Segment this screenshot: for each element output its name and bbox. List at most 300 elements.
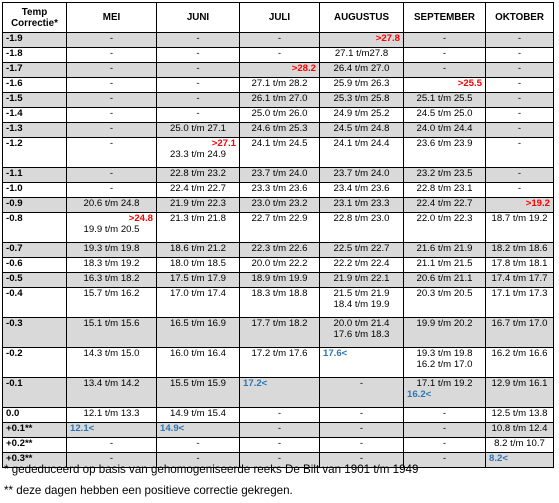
temp-correction-value: +0.1**	[3, 423, 67, 438]
empty-dash: -	[517, 93, 522, 104]
empty-dash: -	[196, 108, 200, 119]
range-value: 17.6 t/m 18.3	[333, 329, 390, 340]
range-value: 13.4 t/m 14.2	[83, 378, 140, 389]
empty-dash: -	[109, 183, 114, 194]
range-value: 23.6 t/m 23.9	[416, 138, 473, 149]
temp-header-line1: Temp	[21, 6, 48, 18]
table-row	[3, 123, 554, 138]
table-cell	[404, 288, 486, 318]
temp-correction-value: -1.2	[3, 138, 67, 168]
table-cell	[486, 108, 554, 123]
empty-dash: -	[517, 78, 522, 89]
table-cell	[404, 108, 486, 123]
range-value: 21.6 t/m 21.9	[416, 243, 473, 254]
empty-dash: -	[196, 453, 200, 464]
table-cell	[67, 138, 157, 168]
table-cell	[404, 213, 486, 243]
empty-dash: -	[196, 78, 200, 89]
range-value: 17.4 t/m 17.7	[491, 273, 548, 284]
table-cell	[240, 348, 320, 378]
table-cell	[486, 273, 554, 288]
range-value: 22.7 t/m 22.9	[251, 213, 308, 224]
range-value: 20.0 t/m 21.4	[333, 318, 390, 329]
table-cell	[404, 48, 486, 63]
table-cell	[157, 33, 240, 48]
empty-dash: -	[517, 138, 522, 149]
range-value: 24.6 t/m 25.3	[251, 123, 308, 134]
range-value: 27.1 t/m 28.2	[251, 78, 308, 89]
temp-correction-value: +0.3**	[3, 453, 67, 468]
threshold-below-value: 17.6<	[323, 348, 348, 359]
range-value: 20.0 t/m 22.2	[251, 258, 308, 269]
table-cell	[240, 273, 320, 288]
table-cell	[240, 123, 320, 138]
threshold-above-value: >19.2	[525, 198, 550, 209]
table-cell	[320, 198, 404, 213]
table-cell	[240, 288, 320, 318]
table-row	[3, 423, 554, 438]
table-cell	[320, 438, 404, 453]
threshold-below-value: 14.9<	[160, 423, 185, 434]
table-cell	[486, 198, 554, 213]
table-row	[3, 78, 554, 93]
table-cell	[240, 168, 320, 183]
table-cell	[240, 198, 320, 213]
table-cell	[486, 93, 554, 108]
table-cell	[240, 33, 320, 48]
table-cell	[486, 438, 554, 453]
range-value: 15.5 t/m 15.9	[170, 378, 226, 389]
empty-dash: -	[442, 438, 447, 449]
table-row	[3, 183, 554, 198]
table-row	[3, 138, 554, 168]
range-value: 17.8 t/m 18.1	[491, 258, 548, 269]
temp-header-line2: Correctie*	[11, 17, 58, 29]
table-cell	[157, 243, 240, 258]
range-value: 16.2 t/m 16.6	[491, 348, 548, 359]
table-cell	[240, 108, 320, 123]
table-row	[3, 348, 554, 378]
table-cell	[320, 108, 404, 123]
table-cell	[486, 48, 554, 63]
month-header-juni: JUNI	[157, 3, 240, 33]
table-row	[3, 63, 554, 78]
table-cell	[320, 378, 404, 408]
empty-dash: -	[359, 438, 364, 449]
table-cell	[320, 78, 404, 93]
table-cell	[67, 183, 157, 198]
range-value: 26.1 t/m 27.0	[251, 93, 308, 104]
table-cell	[67, 93, 157, 108]
empty-dash: -	[196, 63, 200, 74]
table-cell	[67, 48, 157, 63]
table-row	[3, 258, 554, 273]
table-cell	[320, 258, 404, 273]
month-header-september: SEPTEMBER	[404, 3, 486, 33]
table-cell	[67, 108, 157, 123]
temp-correction-value: +0.2**	[3, 438, 67, 453]
table-cell	[157, 318, 240, 348]
temp-correction-value: 0.0	[3, 408, 67, 423]
table-row	[3, 93, 554, 108]
table-cell	[486, 243, 554, 258]
range-value: 16.7 t/m 17.0	[491, 318, 548, 329]
table-cell	[486, 168, 554, 183]
table-cell	[240, 213, 320, 243]
range-value: 15.7 t/m 16.2	[83, 288, 140, 299]
temp-correction-value: -1.1	[3, 168, 67, 183]
range-value: 27.1 t/m27.8	[334, 48, 389, 59]
range-value: 22.2 t/m 22.4	[333, 258, 390, 269]
temp-correction-value: -1.5	[3, 93, 67, 108]
table-cell	[240, 378, 320, 408]
empty-dash: -	[517, 183, 522, 194]
table-row	[3, 318, 554, 348]
range-value: 19.9 t/m 20.2	[416, 318, 473, 329]
range-value: 16.2 t/m 17.0	[416, 359, 473, 370]
empty-dash: -	[359, 423, 364, 434]
table-cell	[240, 138, 320, 168]
table-cell	[404, 93, 486, 108]
table-cell	[67, 273, 157, 288]
table-cell	[157, 273, 240, 288]
table-cell	[320, 33, 404, 48]
range-value: 24.5 t/m 25.0	[416, 108, 473, 119]
range-value: 16.0 t/m 16.4	[170, 348, 226, 359]
table-cell	[320, 348, 404, 378]
empty-dash: -	[442, 48, 447, 59]
range-value: 12.9 t/m 16.1	[491, 378, 548, 389]
empty-dash: -	[109, 123, 114, 134]
range-value: 22.0 t/m 22.3	[416, 213, 473, 224]
range-value: 18.6 t/m 21.2	[170, 243, 226, 254]
empty-dash: -	[517, 33, 522, 44]
table-cell	[67, 213, 157, 243]
temp-correction-value: -0.4	[3, 288, 67, 318]
table-cell	[240, 48, 320, 63]
table-cell	[486, 123, 554, 138]
threshold-above-value: >27.1	[211, 138, 236, 149]
range-value: 19.3 t/m 19.8	[83, 243, 140, 254]
threshold-above-value: >25.5	[457, 78, 482, 89]
table-cell	[157, 138, 240, 168]
table-cell	[157, 423, 240, 438]
temp-correction-value: -0.8	[3, 213, 67, 243]
table-cell	[486, 33, 554, 48]
table-cell	[240, 243, 320, 258]
table-cell	[486, 288, 554, 318]
range-value: 24.5 t/m 24.8	[333, 123, 390, 134]
empty-dash: -	[277, 33, 282, 44]
empty-dash: -	[359, 378, 364, 389]
table-cell	[157, 168, 240, 183]
table-cell	[67, 243, 157, 258]
table-cell	[320, 63, 404, 78]
table-cell	[67, 438, 157, 453]
empty-dash: -	[359, 453, 364, 464]
range-value: 18.3 t/m 19.2	[83, 258, 140, 269]
table-cell	[404, 408, 486, 423]
table-cell	[67, 33, 157, 48]
range-value: 25.0 t/m 27.1	[170, 123, 226, 134]
empty-dash: -	[196, 48, 200, 59]
table-cell	[157, 78, 240, 93]
table-row	[3, 408, 554, 423]
range-value: 18.7 t/m 19.2	[491, 213, 548, 224]
empty-dash: -	[517, 168, 522, 179]
empty-dash: -	[196, 438, 200, 449]
range-value: 17.5 t/m 17.9	[170, 273, 226, 284]
empty-dash: -	[442, 63, 447, 74]
table-cell	[404, 78, 486, 93]
empty-dash: -	[196, 33, 200, 44]
range-value: 19.3 t/m 19.8	[416, 348, 473, 359]
temp-correction-value: -1.0	[3, 183, 67, 198]
threshold-below-value: 12.1<	[70, 423, 95, 434]
temp-correction-header	[3, 3, 67, 33]
temp-correction-value: -0.1	[3, 378, 67, 408]
range-value: 25.9 t/m 26.3	[333, 78, 390, 89]
range-value: 23.1 t/m 23.3	[333, 198, 390, 209]
range-value: 22.8 t/m 23.0	[333, 213, 390, 224]
range-value: 22.4 t/m 22.7	[416, 198, 473, 209]
range-value: 23.7 t/m 24.0	[333, 168, 390, 179]
empty-dash: -	[109, 138, 114, 149]
range-value: 25.3 t/m 25.8	[333, 93, 390, 104]
temp-correction-value: -0.7	[3, 243, 67, 258]
table-row	[3, 33, 554, 48]
table-cell	[157, 408, 240, 423]
range-value: 21.9 t/m 22.1	[333, 273, 390, 284]
range-value: 20.6 t/m 21.1	[416, 273, 473, 284]
table-cell	[157, 288, 240, 318]
range-value: 22.3 t/m 22.6	[251, 243, 308, 254]
table-cell	[486, 183, 554, 198]
range-value: 17.2 t/m 17.6	[251, 348, 308, 359]
table-cell	[157, 258, 240, 273]
table-cell	[404, 273, 486, 288]
table-cell	[486, 378, 554, 408]
empty-dash: -	[109, 33, 114, 44]
range-value: 21.3 t/m 21.8	[170, 213, 226, 224]
range-value: 8.2 t/m 10.7	[494, 438, 545, 449]
temp-correction-value: -0.5	[3, 273, 67, 288]
table-row	[3, 243, 554, 258]
range-value: 17.7 t/m 18.2	[251, 318, 308, 329]
table-cell	[486, 138, 554, 168]
table-cell	[486, 408, 554, 423]
table-cell	[157, 438, 240, 453]
table-row	[3, 288, 554, 318]
range-value: 23.4 t/m 23.6	[333, 183, 390, 194]
table-cell	[157, 378, 240, 408]
table-cell	[240, 258, 320, 273]
table-cell	[240, 63, 320, 78]
table-cell	[320, 318, 404, 348]
empty-dash: -	[442, 33, 447, 44]
range-value: 22.4 t/m 22.7	[170, 183, 226, 194]
range-value: 25.1 t/m 25.5	[416, 93, 473, 104]
range-value: 14.9 t/m 15.4	[170, 408, 226, 419]
table-row	[3, 108, 554, 123]
footnote-positive-correction: ** deze dagen hebben een positieve correctie gekregen.	[4, 484, 293, 497]
empty-dash: -	[517, 48, 522, 59]
table-cell	[240, 408, 320, 423]
table-cell	[67, 63, 157, 78]
header-row	[3, 3, 554, 33]
table-cell	[240, 423, 320, 438]
table-cell	[404, 348, 486, 378]
range-value: 23.7 t/m 24.0	[251, 168, 308, 179]
table-cell	[320, 273, 404, 288]
empty-dash: -	[109, 93, 114, 104]
table-row	[3, 438, 554, 453]
table-cell	[404, 168, 486, 183]
table-cell	[240, 318, 320, 348]
table-cell	[320, 183, 404, 198]
range-value: 17.1 t/m 17.3	[491, 288, 548, 299]
empty-dash: -	[196, 93, 200, 104]
table-cell	[157, 213, 240, 243]
empty-dash: -	[109, 168, 114, 179]
range-value: 12.5 t/m 13.8	[491, 408, 548, 419]
range-value: 18.9 t/m 19.9	[251, 273, 308, 284]
table-cell	[67, 198, 157, 213]
range-value: 14.3 t/m 15.0	[83, 348, 140, 359]
range-value: 23.0 t/m 23.2	[251, 198, 308, 209]
table-cell	[404, 138, 486, 168]
table-cell	[157, 183, 240, 198]
empty-dash: -	[517, 63, 522, 74]
table-cell	[240, 93, 320, 108]
table-cell	[486, 318, 554, 348]
table-cell	[320, 423, 404, 438]
table-cell	[240, 438, 320, 453]
range-value: 16.3 t/m 18.2	[83, 273, 140, 284]
range-value: 26.4 t/m 27.0	[333, 63, 390, 74]
threshold-below-value: 17.2<	[243, 378, 268, 389]
table-cell	[320, 123, 404, 138]
range-value: 22.5 t/m 22.7	[333, 243, 390, 254]
table-body	[3, 33, 554, 468]
table-cell	[67, 423, 157, 438]
range-value: 18.2 t/m 18.6	[491, 243, 548, 254]
table-cell	[67, 258, 157, 273]
range-value: 21.1 t/m 21.5	[416, 258, 473, 269]
table-cell	[320, 93, 404, 108]
table-cell	[486, 348, 554, 378]
range-value: 15.1 t/m 15.6	[83, 318, 140, 329]
table-cell	[486, 453, 554, 468]
range-value: 24.1 t/m 24.4	[333, 138, 390, 149]
table-row	[3, 273, 554, 288]
range-value: 22.8 t/m 23.2	[170, 168, 226, 179]
table-cell	[404, 423, 486, 438]
empty-dash: -	[277, 48, 282, 59]
temp-correction-value: -1.4	[3, 108, 67, 123]
threshold-above-value: >27.8	[375, 33, 400, 44]
range-value: 18.0 t/m 18.5	[170, 258, 226, 269]
table-cell	[404, 318, 486, 348]
table-row	[3, 378, 554, 408]
empty-dash: -	[277, 453, 282, 464]
threshold-above-value: >24.8	[128, 213, 153, 224]
table-cell	[404, 243, 486, 258]
range-value: 21.9 t/m 22.3	[170, 198, 226, 209]
table-cell	[240, 78, 320, 93]
range-value: 19.9 t/m 20.5	[83, 224, 140, 235]
empty-dash: -	[442, 408, 447, 419]
table-cell	[486, 423, 554, 438]
table-cell	[404, 33, 486, 48]
month-header-mei: MEI	[67, 3, 157, 33]
temp-correction-value: -0.6	[3, 258, 67, 273]
range-value: 21.5 t/m 21.9	[333, 288, 390, 299]
table-cell	[67, 78, 157, 93]
table-cell	[404, 258, 486, 273]
table-cell	[404, 123, 486, 138]
temp-correction-value: -1.7	[3, 63, 67, 78]
range-value: 24.1 t/m 24.5	[251, 138, 308, 149]
month-header-augustus: AUGUSTUS	[320, 3, 404, 33]
table-cell	[157, 348, 240, 378]
table-cell	[157, 63, 240, 78]
range-value: 23.2 t/m 23.5	[416, 168, 473, 179]
temperature-correction-table	[2, 2, 554, 468]
empty-dash: -	[277, 408, 282, 419]
table-cell	[67, 168, 157, 183]
temp-correction-value: -1.3	[3, 123, 67, 138]
range-value: 23.3 t/m 23.6	[251, 183, 308, 194]
table-cell	[67, 288, 157, 318]
threshold-below-value: 8.2<	[489, 453, 508, 464]
table-cell	[486, 63, 554, 78]
threshold-above-value: >28.2	[291, 63, 316, 74]
empty-dash: -	[442, 423, 447, 434]
table-cell	[67, 348, 157, 378]
table-cell	[404, 438, 486, 453]
range-value: 10.8 t/m 12.4	[491, 423, 548, 434]
temp-correction-value: -0.2	[3, 348, 67, 378]
table-cell	[404, 198, 486, 213]
table-cell	[486, 78, 554, 93]
empty-dash: -	[359, 408, 364, 419]
temp-correction-value: -1.6	[3, 78, 67, 93]
table-cell	[320, 138, 404, 168]
table-cell	[404, 378, 486, 408]
table-cell	[320, 168, 404, 183]
table-row	[3, 48, 554, 63]
table-row	[3, 213, 554, 243]
range-value: 22.8 t/m 23.1	[416, 183, 473, 194]
table-cell	[320, 213, 404, 243]
footnote-homogenized: * gededuceerd op basis van gehomogeniseerde reeks De Bilt van 1901 t/m 1949	[4, 463, 419, 476]
table-cell	[157, 123, 240, 138]
empty-dash: -	[109, 453, 114, 464]
table-cell	[486, 213, 554, 243]
range-value: 18.4 t/m 19.9	[333, 299, 390, 310]
table-row	[3, 198, 554, 213]
range-value: 17.0 t/m 17.4	[170, 288, 226, 299]
empty-dash: -	[277, 423, 282, 434]
table-cell	[157, 93, 240, 108]
range-value: 24.9 t/m 25.2	[333, 108, 390, 119]
range-value: 23.3 t/m 24.9	[170, 149, 226, 160]
range-value: 16.5 t/m 16.9	[170, 318, 226, 329]
table-cell	[320, 243, 404, 258]
range-value: 12.1 t/m 13.3	[83, 408, 140, 419]
temp-correction-value: -1.8	[3, 48, 67, 63]
